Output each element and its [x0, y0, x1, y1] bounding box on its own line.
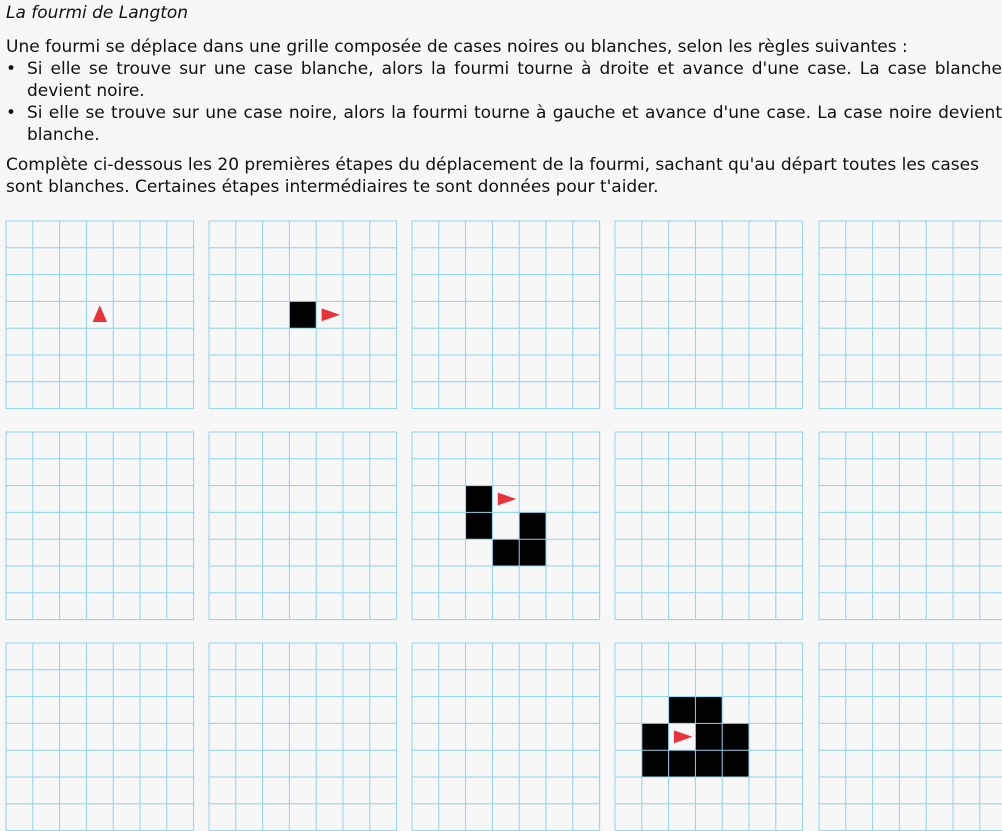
ant-grid[interactable]	[615, 643, 804, 831]
grid-svg	[412, 221, 601, 410]
grid-svg	[412, 643, 601, 831]
grid-svg	[209, 643, 398, 831]
grid-svg	[6, 221, 195, 410]
ant-grid[interactable]	[209, 643, 398, 831]
ant-grid[interactable]	[819, 432, 1002, 621]
black-cell[interactable]	[669, 696, 696, 723]
ant-grid[interactable]	[412, 432, 601, 621]
intro-text: Une fourmi se déplace dans une grille composée de cases noires ou blanches, selon les règles suivantes :	[6, 36, 1002, 58]
bullet-icon: •	[6, 102, 16, 124]
black-cell[interactable]	[696, 723, 723, 750]
grid-svg	[819, 643, 1002, 831]
black-cell[interactable]	[723, 750, 750, 777]
black-cell[interactable]	[723, 723, 750, 750]
ant-grid[interactable]	[819, 643, 1002, 831]
rule-text: Si elle se trouve sur une case noire, alors la fourmi tourne à gauche et avance d'une case. La case noire devient blanche.	[27, 103, 1002, 145]
grid-svg	[209, 432, 398, 621]
black-cell[interactable]	[642, 723, 669, 750]
ant-arrow-icon	[674, 730, 692, 743]
ant-grid[interactable]	[615, 432, 804, 621]
ant-grid[interactable]	[819, 221, 1002, 410]
ant-grid[interactable]	[412, 221, 601, 410]
black-cell[interactable]	[696, 750, 723, 777]
rule-text: Si elle se trouve sur une case blanche, alors la fourmi tourne à droite et avance d'une case. La case blanche devient noire.	[27, 59, 1002, 101]
black-cell[interactable]	[492, 539, 519, 566]
grid-svg	[615, 221, 804, 410]
grid-svg	[615, 643, 804, 831]
black-cell[interactable]	[696, 696, 723, 723]
black-cell[interactable]	[519, 512, 546, 539]
black-cell[interactable]	[289, 301, 316, 328]
black-cell[interactable]	[466, 512, 493, 539]
ant-arrow-icon	[321, 308, 339, 321]
ant-grid[interactable]	[6, 643, 195, 831]
grid-svg	[819, 221, 1002, 410]
ant-arrow-icon	[498, 492, 516, 505]
black-cell[interactable]	[669, 750, 696, 777]
ant-grid[interactable]	[209, 432, 398, 621]
grid-svg	[412, 432, 601, 621]
task-instructions: Complète ci-dessous les 20 premières étapes du déplacement de la fourmi, sachant qu'au départ toutes les cases sont blanches. Certaines étapes intermédiaires te sont données pour t'aider.	[6, 154, 1002, 198]
ant-grid[interactable]	[209, 221, 398, 410]
black-cell[interactable]	[466, 485, 493, 512]
ant-grid[interactable]	[6, 432, 195, 621]
grid-svg	[6, 432, 195, 621]
black-cell[interactable]	[519, 539, 546, 566]
grid-svg	[209, 221, 398, 410]
page-title: La fourmi de Langton	[6, 2, 188, 24]
bullet-icon: •	[6, 58, 16, 80]
grid-svg	[6, 643, 195, 831]
ant-arrow-icon	[92, 305, 106, 322]
grid-svg	[819, 432, 1002, 621]
grid-svg	[615, 432, 804, 621]
black-cell[interactable]	[642, 750, 669, 777]
ant-grid[interactable]	[615, 221, 804, 410]
ant-grid[interactable]	[412, 643, 601, 831]
ant-grid[interactable]	[6, 221, 195, 410]
